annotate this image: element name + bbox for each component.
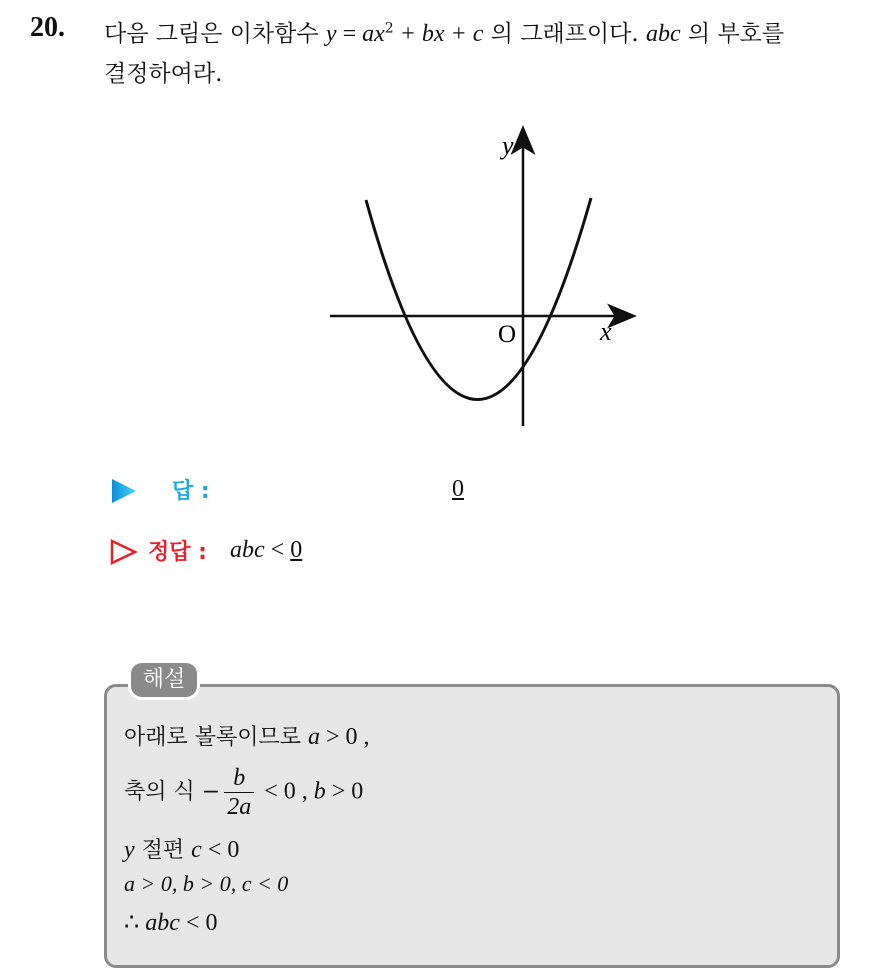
solution-line-3-c: c xyxy=(191,837,202,863)
equation-equals: = xyxy=(336,21,363,47)
solution-line-1 xyxy=(124,720,370,751)
correct-answer-label: 정답 : xyxy=(148,540,207,565)
solution-line-5-var: abc xyxy=(145,910,180,936)
solution-line-2-text: 축의 식 − xyxy=(124,779,221,805)
correct-answer-expression xyxy=(230,537,302,564)
axis-fraction xyxy=(224,764,254,821)
fraction-denominator: 2a xyxy=(227,794,252,820)
parabola-graph xyxy=(320,120,640,440)
solution-line-5 xyxy=(124,908,217,937)
question-text-suffix: 의 부호를 xyxy=(680,21,785,47)
solution-line-3-y: y xyxy=(124,837,135,863)
solution-line-1-a: a xyxy=(308,724,321,750)
origin-label: O xyxy=(498,321,517,348)
question-line-2: 결정하여라. xyxy=(104,61,223,87)
solution-line-1-rest: > 0 , xyxy=(320,724,370,750)
equation-y: y xyxy=(325,21,337,47)
correct-expr-op: < xyxy=(264,537,291,563)
fraction-numerator: b xyxy=(224,764,254,793)
equation-rest: + bx + c xyxy=(393,21,484,47)
solution-line-2-rest: < 0 , xyxy=(258,778,314,805)
question-number: 20. xyxy=(30,12,65,43)
question-abc: abc xyxy=(645,21,681,47)
solution-line-5-rest: < 0 xyxy=(179,910,218,936)
solution-line-3-text: 절편 xyxy=(134,838,192,863)
solution-line-1-text: 아래로 볼록이므로 xyxy=(124,725,309,750)
question-line-1 xyxy=(104,15,784,48)
solution-tag: 해설 xyxy=(128,660,200,700)
solution-line-2 xyxy=(124,764,363,821)
correct-expr-var: abc xyxy=(230,537,265,563)
solution-line-4: a > 0, b > 0, c < 0 xyxy=(124,871,289,896)
answer-arrow-icon xyxy=(110,478,138,504)
solution-line-3 xyxy=(124,833,239,864)
x-axis-label: x xyxy=(600,317,612,346)
solution-line-2-b: b xyxy=(313,778,326,805)
solution-line-2-tail: > 0 xyxy=(325,778,364,805)
correct-expr-value: 0 xyxy=(290,537,303,563)
equation-exponent: 2 xyxy=(384,20,394,37)
y-axis-label: y xyxy=(502,131,514,160)
equation-ax: ax xyxy=(362,21,385,47)
answer-label: 답 : xyxy=(172,479,210,504)
therefore-symbol: ∴ xyxy=(124,910,146,936)
question-text-prefix: 다음 그림은 이차함수 xyxy=(104,21,326,47)
answer-value: 0 xyxy=(452,476,464,502)
parabola-curve xyxy=(366,198,591,400)
solution-line-3-rest: < 0 xyxy=(201,837,240,863)
correct-arrow-icon xyxy=(110,539,138,565)
question-text-mid: 의 그래프이다. xyxy=(483,21,646,47)
